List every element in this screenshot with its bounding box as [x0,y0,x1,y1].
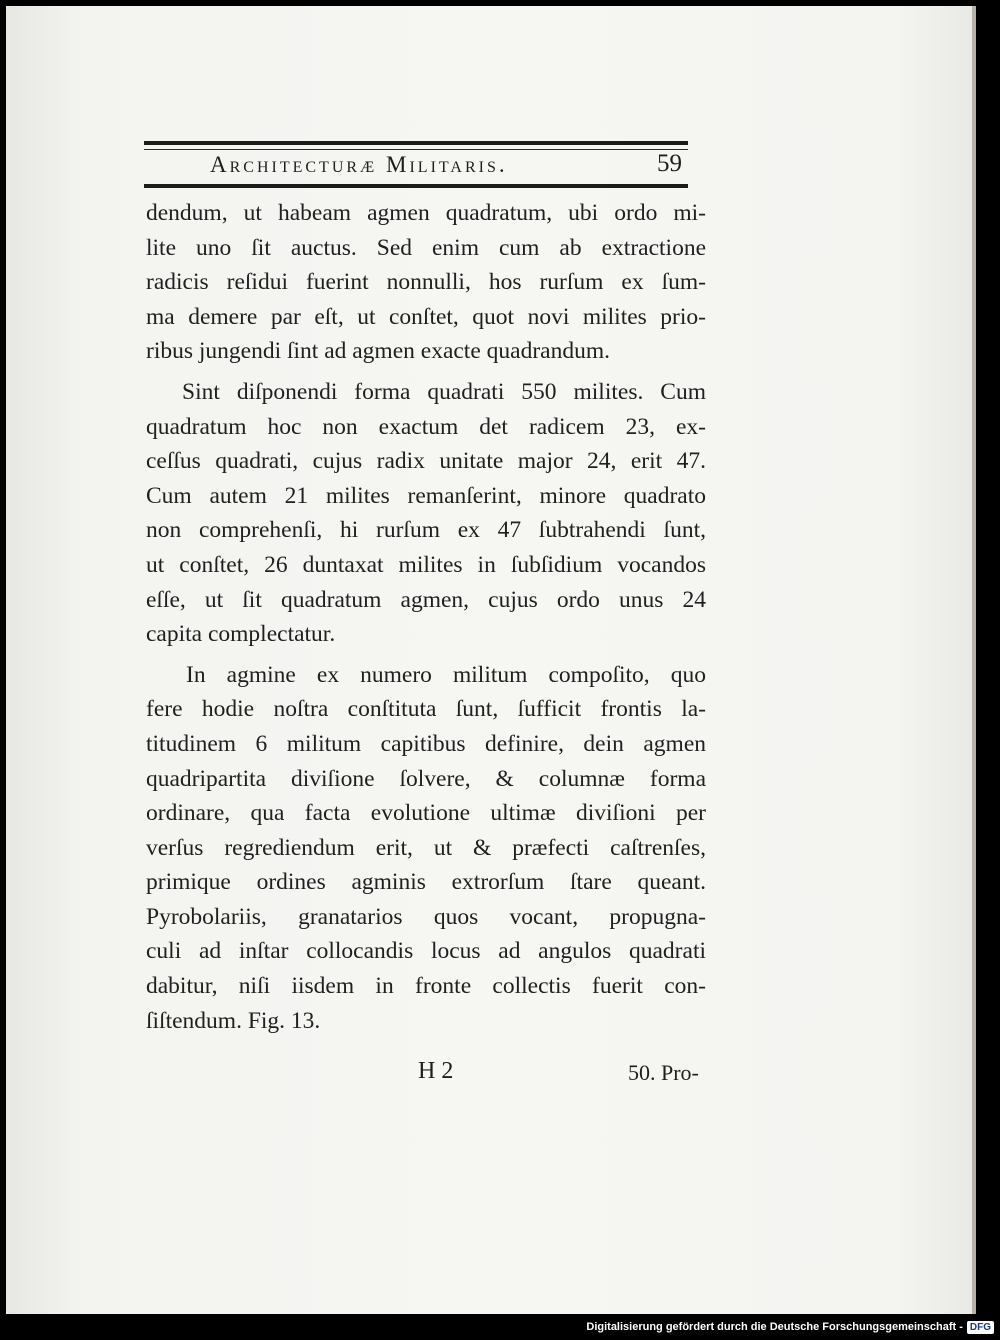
header-rule-bottom [144,184,688,188]
signature-mark: H 2 [418,1058,454,1084]
text-line: quadratum hoc non exactum det radicem 23, ex- [146,413,706,440]
text-line: Cum autem 21 milites remanſerint, minore quadrato [146,482,706,509]
text-line: ma demere par eſt, ut conſtet, quot novi milites prio- [146,303,706,330]
text-line: titudinem 6 militum capitibus definire, dein agmen [146,730,706,757]
credit-text: Digitalisierung gefördert durch die Deutsche Forschungsgemeinschaft - [586,1321,963,1333]
header-rule-top [144,141,688,145]
dfg-logo: DFG [967,1321,994,1334]
paragraph-3 [146,658,706,1039]
text-line: dabitur, niſi iisdem in fronte collectis fuerit con- [146,973,706,1000]
text-line: quadripartita diviſione ſolvere, & columnæ forma [146,765,706,792]
text-line: ut conſtet, 26 duntaxat milites in ſubſidium vocandos [146,551,706,578]
text-line: ceſſus quadrati, cujus radix unitate major 24, erit 47. [146,448,706,475]
text-line: dendum, ut habeam agmen quadratum, ubi ordo mi- [146,200,706,226]
text-line: culi ad inſtar collocandis locus ad angulos quadrati [146,938,706,965]
text-line: lite uno ſit auctus. Sed enim cum ab extractione [146,234,706,261]
text-line: ordinare, qua facta evolutione ultimæ diviſioni per [146,800,706,827]
digitization-credit [586,1318,994,1336]
running-head [144,150,688,182]
text-line: In agmine ex numero militum compoſito, quo [186,661,706,688]
text-line: ſiſtendum. Fig. 13. [146,1007,321,1034]
text-line: radicis reſidui fuerint nonnulli, hos rurſum ex ſum- [146,269,706,296]
text-line: eſſe, ut ſit quadratum agmen, cujus ordo unus 24 [146,586,706,613]
page-number: 59 [657,150,682,177]
text-line: primique ordines agminis extrorſum ſtare queant. [146,869,706,896]
text-line: non comprehenſi, hi rurſum ex 47 ſubtrahendi ſunt, [146,517,706,544]
page-edge [972,6,976,1314]
body-text [146,196,706,1038]
paragraph-2 [146,375,706,652]
paragraph-1 [146,196,706,369]
text-line: fere hodie noſtra conſtituta ſunt, ſufficit frontis la- [146,696,706,723]
text-line: verſus regrediendum erit, ut & præfecti caſtrenſes, [146,834,706,861]
text-line: Pyrobolariis, granatarios quos vocant, propugna- [146,903,706,930]
catchword: 50. Pro- [628,1060,699,1085]
text-line: Sint diſponendi forma quadrati 550 milites. Cum [182,378,706,405]
text-line: capita complectatur. [146,621,336,648]
running-title: Architecturæ Militaris. [210,152,508,177]
text-line: ribus jungendi ſint ad agmen exacte quadrandum. [146,338,610,365]
